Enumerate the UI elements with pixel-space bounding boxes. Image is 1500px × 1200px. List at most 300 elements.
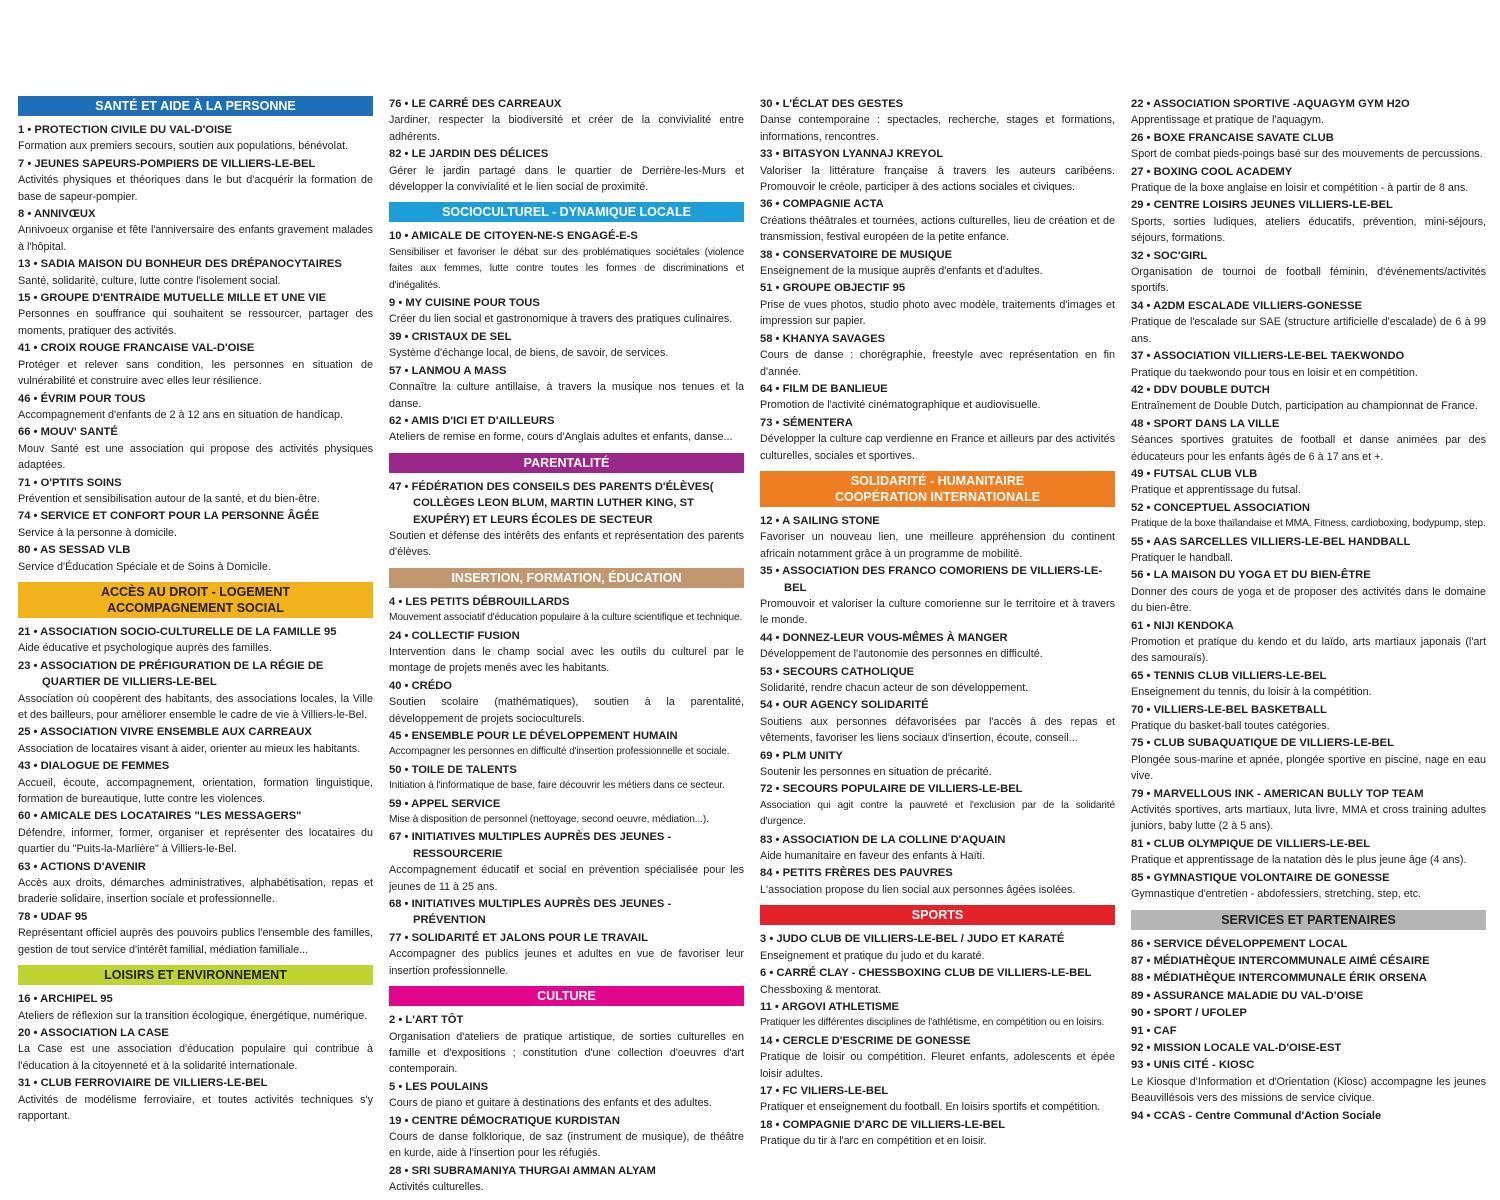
association-entry [1131,164,1486,197]
association-entry [1131,298,1486,347]
association-entry [1131,1057,1486,1106]
association-description: Accompagnement éducatif et social en prévention spécialisée pour les jeunes de 11 à 25 ans. [389,864,744,893]
association-entry [1131,936,1486,952]
section-header-line: LOISIRS ET ENVIRONNEMENT [104,968,287,983]
association-name: 51 • GROUPE OBJECTIF 95 [760,282,906,295]
association-description: Mise à disposition de personnel (nettoyage, second oeuvre, médiation...). [389,814,709,826]
association-description: Association où coopèrent des habitants, des associations locales, la Ville et des bailleurs, pour améliorer ensemble le cadre de vie à Villiers-le-Bel. [18,692,373,721]
association-entry [760,999,1115,1032]
association-name: 81 • CLUB OLYMPIQUE DE VILLIERS-LE-BEL [1131,837,1371,850]
association-name: 3 • JUDO CLUB DE VILLIERS-LE-BEL / JUDO ET KARATÉ [760,933,1065,946]
section-header [760,471,1115,507]
association-name: 57 • LANMOU A MASS [389,364,507,377]
association-name: 34 • A2DM ESCALADE VILLIERS-GONESSE [1131,299,1363,312]
association-description: Cours de danse folklorique, de saz (instrument de musique), de théâtre en kurde, aide à l'insertion pour les réfugiés. [389,1130,744,1160]
section-continued [389,96,744,195]
association-entry [1131,870,1486,903]
association-description: Pratiquer le handball. [1131,551,1234,564]
association-description: Enseignement et pratique du judo et du karaté. [760,949,985,962]
association-entry [760,697,1115,746]
association-name: 47 • FÉDÉRATION DES CONSEILS DES PARENTS D'ÉLÈVES( COLLÈGES LEON BLUM, MARTIN LUTHER KING, ST EXUPÉRY) ET LEURS ÉCOLES DE SECTEUR [389,480,714,526]
association-entry [389,1079,744,1112]
association-name: 87 • MÉDIATHÈQUE INTERCOMMUNALE AIMÉ CÉSAIRE [1131,954,1430,967]
association-name: 56 • LA MAISON DU YOGA ET DU BIEN-ÊTRE [1131,569,1371,582]
association-entry [18,206,373,255]
association-description: Service d'Éducation Spéciale et de Soins à Domicile. [18,560,271,573]
association-description: Pratique de la boxe anglaise en loisir et compétition - à partir de 8 ans. [1131,182,1469,195]
association-name: 79 • MARVELLOUS INK - AMERICAN BULLY TOP TEAM [1131,787,1424,800]
association-description: La Case est une association d'éducation populaire qui contribue à l'éducation à la citoyenneté et à la solidarité internationale. [18,1043,373,1072]
association-entry [760,748,1115,781]
association-entry [389,728,744,761]
association-entry [760,280,1115,329]
association-name: 54 • OUR AGENCY SOLIDARITÉ [760,699,929,712]
association-entry [18,256,373,289]
association-description: Séances sportives gratuites de football et danse animées par des éducateurs pour les enfants âgés de 6 à 17 ans et +. [1131,434,1486,463]
association-name: 59 • APPEL SERVICE [389,797,501,810]
association-description: Le Kiosque d'Information et d'Orientation (Kiosc) accompagne les jeunes Beauvillésois vers des missions de service civique. [1131,1075,1486,1105]
association-name: 10 • AMICALE DE CITOYEN-NE-S ENGAGÉ-E-S [389,230,638,243]
association-description: Pratiquer les différentes disciplines de l'athlétisme, en compétition ou en loisirs. [760,1017,1105,1029]
association-name: 21 • ASSOCIATION SOCIO-CULTURELLE DE LA FAMILLE 95 [18,625,337,638]
association-description: Activités sportives, arts martiaux, luta livre, MMA et cross training adultes juniors, baby lutte (2 à 5 ans). [1131,804,1486,833]
association-entry [18,859,373,908]
association-entry [389,594,744,627]
association-entry [1131,500,1486,533]
association-name: 14 • CERCLE D'ESCRIME DE GONESSE [760,1034,971,1047]
section-header-line: SOCIOCULTUREL - DYNAMIQUE LOCALE [442,205,691,220]
association-name: 82 • LE JARDIN DES DÉLICES [389,148,549,161]
association-description: Soutiens aux personnes défavorisées par l'accès à des repas et vêtements, favoriser les liens sociaux d'insertion, écoute, conseil... [760,715,1115,745]
association-entry [1131,197,1486,246]
section-header [389,568,744,588]
association-entry [389,479,744,561]
association-name: 35 • ASSOCIATION DES FRANCO COMORIENS DE VILLIERS-LE-BEL [760,565,1103,594]
association-name: 18 • COMPAGNIE D'ARC DE VILLIERS-LE-BEL [760,1118,1006,1131]
association-entry [1131,668,1486,701]
association-name: 77 • SOLIDARITÉ ET JALONS POUR LE TRAVAIL [389,931,648,944]
association-entry [760,563,1115,629]
association-name: 43 • DIALOGUE DE FEMMES [18,760,170,773]
association-description: Donner des cours de yoga et de proposer des activités dans le domaine du bien-être. [1131,585,1486,615]
association-entry [760,196,1115,245]
section-culture [389,986,744,1195]
association-entry [760,381,1115,414]
association-entry [389,896,744,929]
association-name: 29 • CENTRE LOISIRS JEUNES VILLIERS-LE-BEL [1131,199,1393,212]
association-entry [1131,248,1486,297]
association-description: Pratique de loisir ou compétition. Fleuret enfants, adolescents et épée loisir adultes. [760,1051,1115,1080]
association-name: 32 • SOC'GIRL [1131,249,1208,262]
association-name: 42 • DDV DOUBLE DUTCH [1131,383,1270,396]
association-name: 68 • INITIATIVES MULTIPLES AUPRÈS DES JEUNES - PRÉVENTION [389,898,672,927]
section-header [389,453,744,473]
association-entry [760,865,1115,898]
association-name: 88 • MÉDIATHÈQUE INTERCOMMUNALE ÉRIK ORSENA [1131,972,1427,985]
association-description: Enseignement du tennis, du loisir à la compétition. [1131,686,1372,699]
association-entry [760,1083,1115,1116]
association-description: Organisation de tournoi de football féminin, d'événements/activités sportifs. [1131,266,1486,295]
association-entry [760,331,1115,380]
association-description: Développer la culture cap verdienne en France et ailleurs par des activités culturelles, sociales et sportives. [760,433,1115,462]
association-description: Système d'échange local, de biens, de savoir, de services. [389,347,669,360]
section-header-line: PARENTALITÉ [523,455,610,470]
section-loisirs-et-environnement [18,965,373,1124]
column-4 [1131,96,1486,1125]
association-description: Soutien et défense des intérêts des enfants et représentation des parents d'élèves. [389,529,744,559]
section-insertion-formation-education [389,568,744,979]
association-name: 55 • AAS SARCELLES VILLIERS-LE-BEL HANDBALL [1131,535,1411,548]
association-name: 6 • CARRÉ CLAY - CHESSBOXING CLUB DE VILLIERS-LE-BEL [760,967,1092,980]
association-description: Enseignement de la musique auprès d'enfants et d'adultes. [760,265,1043,278]
section-header [389,986,744,1006]
association-name: 58 • KHANYA SAVAGES [760,332,886,345]
association-description: Sports, sorties ludiques, ateliers éducatifs, prévention, mini-séjours, séjours, formations. [1131,215,1486,245]
association-name: 23 • ASSOCIATION DE PRÉFIGURATION DE LA RÉGIE DE QUARTIER DE VILLIERS-LE-BEL [18,659,324,689]
association-entry [1131,970,1486,986]
association-entry [760,781,1115,830]
association-name: 19 • CENTRE DÉMOCRATIQUE KURDISTAN [389,1114,620,1127]
association-name: 69 • PLM UNITY [760,749,843,762]
association-description: Activités de modélisme ferroviaire, et toutes activités techniques s'y rapportant. [18,1093,373,1122]
association-entry [1131,130,1486,163]
association-entry [389,930,744,979]
section-solidarite-humanitaire [760,471,1115,898]
association-name: 16 • ARCHIPEL 95 [18,993,113,1006]
association-name: 91 • CAF [1131,1024,1177,1037]
association-entry [18,724,373,757]
section-header-line: SANTÉ ET AIDE À LA PERSONNE [95,99,296,113]
association-entry [1131,1108,1486,1124]
association-description: Accès aux droits, démarches administratives, alphabétisation, repas et braderie solidaire, insertion sociale et professionnelle. [18,877,373,906]
association-name: 1 • PROTECTION CIVILE DU VAL-D'OISE [18,124,232,136]
association-name: 72 • SECOURS POPULAIRE DE VILLIERS-LE-BEL [760,783,1023,796]
association-entry [18,991,373,1024]
association-name: 83 • ASSOCIATION DE LA COLLINE D'AQUAIN [760,833,1006,846]
section-sports [760,905,1115,1149]
association-entry [760,664,1115,697]
association-description: Service à la personne à domicile. [18,526,178,539]
association-description: Gymnastique d'entretien - abdofessiers, stretching, step, etc. [1131,888,1422,901]
association-entry [760,965,1115,998]
association-description: Cours de danse : chorégraphie, freestyle avec représentation en fin d'année. [760,349,1115,378]
association-name: 84 • PETITS FRÈRES DES PAUVRES [760,867,953,880]
association-name: 75 • CLUB SUBAQUATIQUE DE VILLIERS-LE-BEL [1131,737,1394,750]
column-2 [389,96,744,1197]
association-name: 50 • TOILE DE TALENTS [389,763,517,776]
section-continued [1131,96,1486,903]
association-entry [18,808,373,857]
association-name: 49 • FUTSAL CLUB VLB [1131,467,1258,480]
association-name: 60 • AMICALE DES LOCATAIRES "LES MESSAGERS" [18,810,302,823]
association-name: 38 • CONSERVATOIRE DE MUSIQUE [760,248,953,261]
association-name: 22 • ASSOCIATION SPORTIVE -AQUAGYM GYM H2O [1131,98,1410,110]
association-name: 52 • CONCEPTUEL ASSOCIATION [1131,501,1311,514]
association-entry [18,475,373,508]
association-name: 62 • AMIS D'ICI ET D'AILLEURS [389,414,555,427]
association-name: 41 • CROIX ROUGE FRANCAISE VAL-D'OISE [18,342,255,355]
association-entry [389,1012,744,1078]
association-entry [1131,1005,1486,1021]
association-name: 39 • CRISTAUX DE SEL [389,330,512,343]
association-entry [18,624,373,657]
association-entry [18,508,373,541]
association-description: Soutien scolaire (mathématiques), soutien à la parentalité, développement de projets socioculturels. [389,696,744,725]
association-entry [18,1025,373,1074]
association-entry [389,628,744,677]
association-entry [18,391,373,424]
association-description: Gérer le jardin partagé dans le quartier de Derrière-les-Murs et développer la convivialité et le lien social de proximité. [389,164,744,194]
association-description: Initiation à l'informatique de base, faire découvrir les métiers dans ce secteur. [389,780,725,792]
association-name: 53 • SECOURS CATHOLIQUE [760,665,915,678]
association-description: Défendre, informer, former, organiser et représenter des locataires du quartier du "Puits-la-Marlière" à Villiers-le-Bel. [18,826,373,856]
association-entry [389,829,744,895]
association-description: Aide éducative et psychologique auprès des familles. [18,642,272,655]
association-entry [1131,618,1486,667]
association-entry [760,1033,1115,1082]
section-parentalite [389,453,744,561]
association-entry [1131,1023,1486,1039]
association-name: 94 • CCAS - Centre Communal d'Action Sociale [1131,1109,1382,1122]
association-name: 36 • COMPAGNIE ACTA [760,198,884,211]
association-entry [760,415,1115,464]
section-header [760,905,1115,925]
association-name: 33 • BITASYON LYANNAJ KREYOL [760,148,944,161]
association-entry [760,1117,1115,1150]
association-description: Association qui agit contre la pauvreté et l'exclusion par de la solidarité d'urgence. [760,799,1115,828]
section-header [18,965,373,985]
association-description: Cours de piano et guitare à destinations des enfants et des adultes. [389,1097,712,1110]
association-entry [1131,96,1486,129]
association-name: 61 • NIJI KENDOKA [1131,619,1234,632]
association-description: L'association propose du lien social aux personnes âgées isolées. [760,883,1076,896]
association-name: 28 • SRI SUBRAMANIYA THURGAI AMMAN ALYAM [389,1164,656,1177]
association-name: 17 • FC VILIERS-LE-BEL [760,1084,889,1097]
association-entry [389,796,744,829]
association-name: 24 • COLLECTIF FUSION [389,629,520,642]
section-header-line-2: ACCOMPAGNEMENT SOCIAL [107,600,284,615]
association-name: 86 • SERVICE DÉVELOPPEMENT LOCAL [1131,937,1348,950]
section-services-et-partenaires [1131,910,1486,1124]
association-description: Activités physiques et théoriques dans le but d'acquérir la formation de base de sapeur-pompier. [18,174,373,203]
association-description: Connaître la culture antillaise, à travers la musique nos tenues et la danse. [389,381,744,410]
section-header [389,202,744,222]
association-entry [389,329,744,362]
association-description: Sport de combat pieds-poings basé sur des mouvements de percussions. [1131,148,1483,161]
association-description: Solidarité, rendre chacun acteur de son développement. [760,682,1029,694]
association-description: Favoriser un nouveau lien, une meilleure appréhension du continent africain notamment grâce à un programme de mobilité. [760,531,1115,560]
section-socioculturel-dynamique-locale [389,202,744,445]
association-entry [760,96,1115,145]
section-header-line-2: COOPÉRATION INTERNATIONALE [834,489,1041,504]
association-description: Accompagner les personnes en difficulté d'insertion professionnelle et sociale. [389,746,730,758]
association-entry [18,542,373,575]
association-description: Protéger et relever sans condition, les personnes en situation de vulnérabilité et construire avec elles leur résilience. [18,358,373,388]
association-name: 90 • SPORT / UFOLEP [1131,1007,1247,1020]
section-header [1131,910,1486,930]
association-entry [760,931,1115,964]
association-entry [389,413,744,446]
association-name: 74 • SERVICE ET CONFORT POUR LA PERSONNE ÂGÉE [18,510,320,523]
association-entry [760,513,1115,562]
association-entry [760,832,1115,865]
association-entry [1131,836,1486,869]
section-header-line: SERVICES ET PARTENAIRES [1221,912,1396,927]
association-name: 40 • CRÉDO [389,679,452,692]
association-name: 2 • L'ART TÔT [389,1014,464,1027]
association-description: Formation aux premiers secours, soutien aux populations, bénévolat. [18,140,349,153]
association-description: Mouvement associatif d'éducation populaire à la culture scientifique et technique. [389,612,743,624]
association-entry [389,363,744,412]
association-description: Prévention et sensibilisation autour de la santé, et du bien-être. [18,492,320,505]
association-entry [1131,567,1486,616]
association-entry [18,424,373,473]
association-entry [760,630,1115,663]
section-acces-au-droit-logement [18,582,373,958]
association-entry [389,762,744,795]
association-description: Accompagnement d'enfants de 2 à 12 ans en situation de handicap. [18,408,343,421]
association-entry [18,658,373,724]
column-3 [760,96,1115,1151]
association-name: 89 • ASSURANCE MALADIE DU VAL-D'OISE [1131,989,1364,1002]
association-description: Plongée sous-marine et apnée, plongée sportive en piscine, nage en eau vive. [1131,753,1486,783]
section-header-line: SOLIDARITÉ - HUMANITAIRE [850,473,1025,488]
association-name: 65 • TENNIS CLUB VILLIERS-LE-BEL [1131,669,1327,682]
association-name: 92 • MISSION LOCALE VAL-D'OISE-EST [1131,1041,1342,1054]
association-description: Accueil, écoute, accompagnement, orientation, formation linguistique, formation de bureautique, lutte contre les violences. [18,776,373,806]
association-name: 73 • SÉMENTERA [760,416,853,429]
association-description: Valoriser la littérature française à travers les auteurs caribéens. Promouvoir le créole, participer à des actions sociales et civiques. [760,164,1115,194]
section-sante-et-aide-a-la-personne [18,96,373,575]
section-continued [760,96,1115,464]
association-name: 37 • ASSOCIATION VILLIERS-LE-BEL TAEKWONDO [1131,350,1405,363]
association-description: Pratique et apprentissage du futsal. [1131,484,1301,497]
association-description: Pratiquer et enseignement du football. En loisirs sportifs et compétition. [760,1101,1101,1114]
association-description: Pratique du tir à l'arc en compétition et en loisir. [760,1135,987,1148]
association-name: 76 • LE CARRÉ DES CARREAUX [389,98,562,110]
association-name: 8 • ANNIVŒUX [18,208,96,221]
association-description: Aide humanitaire en faveur des enfants à Haïti. [760,850,986,863]
association-name: 67 • INITIATIVES MULTIPLES AUPRÈS DES JEUNES - RESSOURCERIE [389,831,672,860]
section-header [18,96,373,116]
association-entry [1131,1040,1486,1056]
association-name: 48 • SPORT DANS LA VILLE [1131,417,1280,430]
association-name: 71 • O'PTITS SOINS [18,476,122,489]
association-entry [18,758,373,807]
association-name: 7 • JEUNES SAPEURS-POMPIERS DE VILLIERS-LE-BEL [18,157,316,170]
association-description: Pratique de la boxe thaïlandaise et MMA. Fitness, cardioboxing, bodypump, step. [1131,518,1486,530]
association-description: Accompagner des publics jeunes et adultes en vue de favoriser leur insertion professionnelle. [389,948,744,977]
section-header [18,582,373,618]
association-name: 27 • BOXING COOL ACADEMY [1131,165,1293,178]
association-name: 31 • CLUB FERROVIAIRE DE VILLIERS-LE-BEL [18,1077,268,1090]
association-description: Prise de vues photos, studio photo avec modèle, traitements d'images et impression sur papier. [760,298,1115,328]
association-entry [389,146,744,195]
association-description: Créations théâtrales et tournées, actions culturelles, lieu de création et de transmission, festival européen de la petite enfance. [760,214,1115,244]
association-description: Promouvoir et valoriser la culture comorienne sur le territoire et à travers le monde. [760,597,1115,627]
association-name: 26 • BOXE FRANCAISE SAVATE CLUB [1131,131,1334,144]
association-entry [1131,735,1486,784]
association-description: Ateliers de remise en forme, cours d'Anglais adultes et enfants, danse... [389,431,733,444]
association-entry [760,146,1115,195]
association-description: Représentant officiel auprès des pouvoirs publics l'ensemble des familles, gestion de tout service d'intérêt familial, médiation familiale... [18,927,373,956]
association-entry [1131,702,1486,735]
association-description: Activités culturelles. [389,1181,484,1194]
association-description: Soutenir les personnes en situation de précarité. [760,766,992,779]
column-1 [18,96,373,1125]
association-description: Jardiner, respecter la biodiversité et créer de la convivialité entre adhérents. [389,114,744,143]
association-name: 11 • ARGOVI ATHLETISME [760,1000,900,1013]
association-entry [1131,382,1486,415]
association-name: 78 • UDAF 95 [18,910,88,923]
association-description: Entraînement de Double Dutch, participation au championnat de France. [1131,400,1478,413]
association-description: Association de locataires visant à aider, orienter au mieux les habitants. [18,742,361,755]
section-header-line: INSERTION, FORMATION, ÉDUCATION [451,570,682,585]
association-name: 45 • ENSEMBLE POUR LE DÉVELOPPEMENT HUMAIN [389,730,678,742]
association-name: 15 • GROUPE D'ENTRAIDE MUTUELLE MILLE ET UNE VIE [18,292,327,305]
association-name: 25 • ASSOCIATION VIVRE ENSEMBLE AUX CARREAUX [18,726,312,739]
association-description: Personnes en souffrance qui souhaitent se ressourcer, partager des moments, pratiquer des activités. [18,308,373,337]
association-description: Développement de l'autonomie des personnes en difficulté. [760,648,1043,661]
association-entry [1131,953,1486,969]
association-entry [389,96,744,145]
association-description: Santé, solidarité, culture, lutte contre l'isolement social. [18,274,281,287]
association-entry [18,290,373,339]
association-description: Pratique du taekwondo pour tous en loisir et en compétition. [1131,366,1418,379]
association-entry [1131,988,1486,1004]
association-entry [389,678,744,727]
association-name: 13 • SADIA MAISON DU BONHEUR DES DRÉPANOCYTAIRES [18,258,342,271]
association-description: Pratique et apprentissage de la natation dès le plus jeune âge (4 ans). [1131,854,1467,867]
association-name: 44 • DONNEZ-LEUR VOUS-MÊMES À MANGER [760,631,1008,644]
association-name: 4 • LES PETITS DÉBROUILLARDS [389,595,570,608]
association-name: 30 • L'ÉCLAT DES GESTES [760,98,904,110]
association-entry [1131,416,1486,465]
association-name: 64 • FILM DE BANLIEUE [760,382,888,395]
association-entry [760,247,1115,280]
section-header-line: CULTURE [537,989,596,1004]
association-entry [389,1163,744,1196]
association-description: Promotion et pratique du kendo et du laïdo, arts martiaux japonais (l'art des samouraïs). [1131,636,1486,665]
association-description: Mouv Santé est une association qui propose des activités physiques adaptées. [18,442,373,472]
association-description: Organisation d'ateliers de pratique artistique, de sorties culturelles en famille et d'expositions ; constitution d'une collection d'oeuvres d'art contemporain. [389,1030,744,1076]
association-entry [18,1075,373,1124]
association-description: Créer du lien social et gastronomique à travers des pratiques culinaires. [389,313,733,326]
association-name: 5 • LES POULAINS [389,1080,489,1093]
association-description: Pratique du basket-ball toutes catégories. [1131,720,1330,733]
association-name: 9 • MY CUISINE POUR TOUS [389,297,540,310]
association-description: Sensibiliser et favoriser le débat sur des problématiques sociétales (violence faites aux femmes, lutte contre toutes les formes de discriminations et d'inégalités. [389,246,744,291]
association-entry [18,122,373,155]
association-entry [1131,348,1486,381]
section-header-line: SPORTS [911,908,964,923]
association-entry [1131,786,1486,835]
association-name: 66 • MOUV' SANTÉ [18,426,118,439]
association-entry [18,909,373,958]
association-entry [1131,466,1486,499]
association-name: 63 • ACTIONS D'AVENIR [18,860,146,873]
association-name: 80 • AS SESSAD VLB [18,544,131,557]
association-description: Pratique de l'escalade sur SAE (structure artificielle d'escalade) de 6 à 99 ans. [1131,316,1486,345]
association-name: 12 • A SAILING STONE [760,514,880,527]
association-name: 85 • GYMNASTIQUE VOLONTAIRE DE GONESSE [1131,871,1390,884]
association-name: 46 • ÉVRIM POUR TOUS [18,392,146,405]
association-entry [18,156,373,205]
association-description: Ateliers de réflexion sur la transition écologique, énergétique, numérique. [18,1009,368,1022]
association-description: Annivoeux organise et fête l'anniversaire des enfants gravement malades à l'hôpital. [18,224,373,253]
association-entry [389,228,744,294]
association-description: Promotion de l'activité cinématographique et audiovisuelle. [760,399,1041,412]
